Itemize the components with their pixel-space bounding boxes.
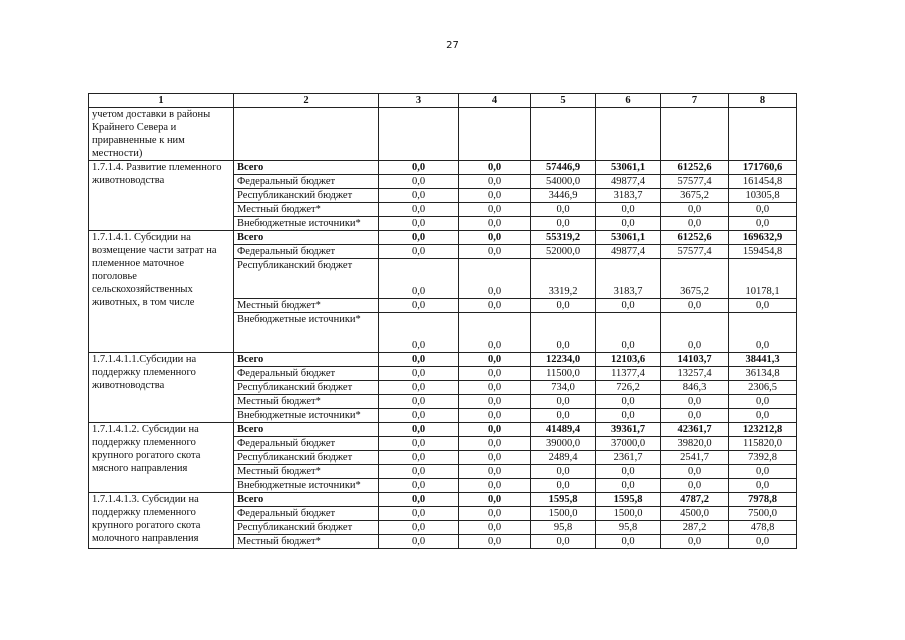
value-cell: 0,0 [459,231,531,245]
value-cell: 0,0 [379,217,459,231]
funding-source: Республиканский бюджет [234,451,379,465]
value-cell: 0,0 [729,465,797,479]
value-cell: 169632,9 [729,231,797,245]
value-cell: 4787,2 [661,493,729,507]
value-cell: 2306,5 [729,381,797,395]
value-cell: 57577,4 [661,175,729,189]
value-cell: 41489,4 [531,423,596,437]
value-cell: 0,0 [531,479,596,493]
budget-table [88,93,797,549]
value-cell: 0,0 [459,535,531,549]
value-cell: 0,0 [661,409,729,423]
value-cell: 0,0 [379,203,459,217]
funding-source: Местный бюджет* [234,395,379,409]
value-cell: 0,0 [379,507,459,521]
value-cell: 36134,8 [729,367,797,381]
value-cell: 0,0 [729,217,797,231]
funding-source: Федеральный бюджет [234,175,379,189]
table-row-total [89,423,797,437]
value-cell: 0,0 [729,535,797,549]
value-cell: 0,0 [379,189,459,203]
value-cell: 0,0 [379,367,459,381]
funding-source: Всего [234,353,379,367]
value-cell: 0,0 [661,479,729,493]
empty-cell [459,108,531,161]
value-cell: 1595,8 [531,493,596,507]
value-cell: 0,0 [459,381,531,395]
value-cell: 0,0 [379,535,459,549]
value-cell: 11377,4 [596,367,661,381]
value-cell: 0,0 [459,189,531,203]
value-cell: 0,0 [379,451,459,465]
header-cell: 8 [729,94,797,108]
value-cell: 0,0 [661,395,729,409]
header-cell: 1 [89,94,234,108]
value-cell: 3675,2 [661,259,729,299]
value-cell: 4500,0 [661,507,729,521]
value-cell: 0,0 [459,507,531,521]
value-cell: 0,0 [661,299,729,313]
value-cell: 3183,7 [596,259,661,299]
value-cell: 0,0 [459,203,531,217]
value-cell: 161454,8 [729,175,797,189]
value-cell: 0,0 [379,259,459,299]
value-cell: 0,0 [379,161,459,175]
value-cell: 42361,7 [661,423,729,437]
value-cell: 12103,6 [596,353,661,367]
value-cell: 846,3 [661,381,729,395]
value-cell: 726,2 [596,381,661,395]
funding-source: Местный бюджет* [234,535,379,549]
funding-source: Федеральный бюджет [234,437,379,451]
value-cell: 55319,2 [531,231,596,245]
value-cell: 39361,7 [596,423,661,437]
funding-source: Федеральный бюджет [234,367,379,381]
value-cell: 0,0 [459,259,531,299]
value-cell: 7392,8 [729,451,797,465]
table-body [89,108,797,549]
activity-description: 1.7.1.4.1.2. Субсидии на поддержку племенного крупного рогатого скота мясного направления [89,423,234,493]
funding-source: Всего [234,161,379,175]
value-cell: 0,0 [531,217,596,231]
value-cell: 0,0 [379,231,459,245]
empty-cell [729,108,797,161]
value-cell: 0,0 [661,313,729,353]
value-cell: 0,0 [596,203,661,217]
funding-source: Федеральный бюджет [234,245,379,259]
value-cell: 0,0 [596,299,661,313]
value-cell: 734,0 [531,381,596,395]
value-cell: 0,0 [459,161,531,175]
value-cell: 115820,0 [729,437,797,451]
value-cell: 0,0 [531,465,596,479]
value-cell: 0,0 [459,367,531,381]
funding-source: Всего [234,231,379,245]
value-cell: 0,0 [729,395,797,409]
funding-source: Местный бюджет* [234,465,379,479]
value-cell: 0,0 [531,535,596,549]
value-cell: 0,0 [459,409,531,423]
intro-description: учетом доставки в районы Крайнего Севера и приравненные к ним местности) [89,108,234,161]
value-cell: 61252,6 [661,161,729,175]
value-cell: 0,0 [531,203,596,217]
table-row-total [89,353,797,367]
activity-description: 1.7.1.4.1.3. Субсидии на поддержку племенного крупного рогатого скота молочного направления [89,493,234,549]
value-cell: 0,0 [729,313,797,353]
value-cell: 0,0 [661,535,729,549]
value-cell: 0,0 [661,203,729,217]
value-cell: 0,0 [459,217,531,231]
value-cell: 3183,7 [596,189,661,203]
value-cell: 0,0 [661,217,729,231]
empty-cell [531,108,596,161]
value-cell: 3675,2 [661,189,729,203]
value-cell: 2489,4 [531,451,596,465]
value-cell: 0,0 [596,217,661,231]
value-cell: 0,0 [596,313,661,353]
value-cell: 0,0 [459,465,531,479]
value-cell: 0,0 [596,465,661,479]
value-cell: 0,0 [596,479,661,493]
value-cell: 0,0 [459,245,531,259]
empty-cell [596,108,661,161]
activity-description: 1.7.1.4.1. Субсидии на возмещение части затрат на племенное маточное поголовье сельскохозяйственных животных, в том числе [89,231,234,353]
value-cell: 3446,9 [531,189,596,203]
value-cell: 49877,4 [596,245,661,259]
funding-source: Местный бюджет* [234,299,379,313]
funding-source: Внебюджетные источники* [234,217,379,231]
value-cell: 49877,4 [596,175,661,189]
value-cell: 0,0 [729,479,797,493]
value-cell: 0,0 [531,409,596,423]
value-cell: 3319,2 [531,259,596,299]
value-cell: 10305,8 [729,189,797,203]
value-cell: 0,0 [379,465,459,479]
value-cell: 0,0 [459,299,531,313]
table-row-total [89,161,797,175]
value-cell: 1500,0 [596,507,661,521]
funding-source: Всего [234,493,379,507]
value-cell: 39000,0 [531,437,596,451]
value-cell: 12234,0 [531,353,596,367]
value-cell: 0,0 [379,493,459,507]
value-cell: 287,2 [661,521,729,535]
value-cell: 0,0 [459,423,531,437]
value-cell: 0,0 [596,395,661,409]
value-cell: 54000,0 [531,175,596,189]
header-row [89,94,797,108]
value-cell: 0,0 [379,395,459,409]
value-cell: 0,0 [459,451,531,465]
page-number: 27 [446,40,459,51]
value-cell: 0,0 [596,409,661,423]
funding-source: Внебюджетные источники* [234,313,379,353]
value-cell: 0,0 [729,299,797,313]
table-row-total [89,493,797,507]
funding-source: Республиканский бюджет [234,381,379,395]
value-cell: 0,0 [459,353,531,367]
value-cell: 0,0 [531,313,596,353]
value-cell: 7978,8 [729,493,797,507]
value-cell: 171760,6 [729,161,797,175]
value-cell: 0,0 [459,479,531,493]
value-cell: 0,0 [379,175,459,189]
value-cell: 0,0 [661,465,729,479]
value-cell: 39820,0 [661,437,729,451]
value-cell: 478,8 [729,521,797,535]
value-cell: 61252,6 [661,231,729,245]
value-cell: 53061,1 [596,231,661,245]
value-cell: 11500,0 [531,367,596,381]
value-cell: 7500,0 [729,507,797,521]
value-cell: 0,0 [596,535,661,549]
funding-source: Всего [234,423,379,437]
empty-cell [661,108,729,161]
value-cell: 2541,7 [661,451,729,465]
header-cell: 7 [661,94,729,108]
activity-description: 1.7.1.4. Развитие племенного животноводства [89,161,234,231]
value-cell: 0,0 [459,313,531,353]
value-cell: 0,0 [379,409,459,423]
value-cell: 0,0 [379,521,459,535]
value-cell: 1500,0 [531,507,596,521]
value-cell: 53061,1 [596,161,661,175]
funding-source: Внебюджетные источники* [234,409,379,423]
value-cell: 0,0 [379,245,459,259]
value-cell: 159454,8 [729,245,797,259]
header-cell: 6 [596,94,661,108]
value-cell: 0,0 [459,437,531,451]
value-cell: 0,0 [379,299,459,313]
funding-source: Внебюджетные источники* [234,479,379,493]
header-cell: 5 [531,94,596,108]
value-cell: 0,0 [459,493,531,507]
header-cell: 3 [379,94,459,108]
value-cell: 123212,8 [729,423,797,437]
value-cell: 0,0 [729,409,797,423]
value-cell: 0,0 [531,299,596,313]
value-cell: 38441,3 [729,353,797,367]
value-cell: 57577,4 [661,245,729,259]
value-cell: 0,0 [729,203,797,217]
empty-cell [379,108,459,161]
empty-cell [234,108,379,161]
value-cell: 0,0 [379,313,459,353]
value-cell: 0,0 [379,353,459,367]
value-cell: 0,0 [459,395,531,409]
value-cell: 0,0 [379,423,459,437]
funding-source: Республиканский бюджет [234,521,379,535]
funding-source: Республиканский бюджет [234,189,379,203]
value-cell: 37000,0 [596,437,661,451]
value-cell: 0,0 [379,381,459,395]
value-cell: 14103,7 [661,353,729,367]
value-cell: 13257,4 [661,367,729,381]
value-cell: 95,8 [531,521,596,535]
value-cell: 0,0 [459,175,531,189]
activity-description: 1.7.1.4.1.1.Субсидии на поддержку племенного животноводства [89,353,234,423]
value-cell: 57446,9 [531,161,596,175]
value-cell: 0,0 [379,437,459,451]
intro-row [89,108,797,161]
header-cell: 2 [234,94,379,108]
value-cell: 1595,8 [596,493,661,507]
value-cell: 0,0 [379,479,459,493]
header-cell: 4 [459,94,531,108]
value-cell: 2361,7 [596,451,661,465]
value-cell: 0,0 [531,395,596,409]
funding-source: Местный бюджет* [234,203,379,217]
value-cell: 10178,1 [729,259,797,299]
funding-source: Республиканский бюджет [234,259,379,299]
value-cell: 0,0 [459,521,531,535]
value-cell: 52000,0 [531,245,596,259]
funding-source: Федеральный бюджет [234,507,379,521]
table-row-total [89,231,797,245]
value-cell: 95,8 [596,521,661,535]
